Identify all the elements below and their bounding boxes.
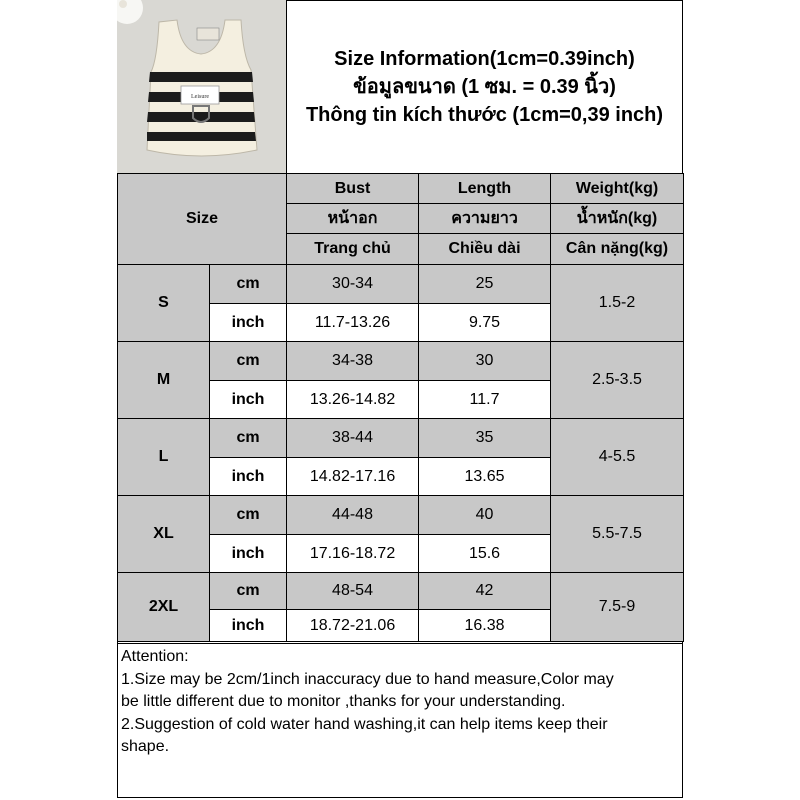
unit-inch: inch: [210, 535, 287, 573]
length-header-vi: Chiều dài: [419, 234, 551, 265]
notes-item2-line1: 2.Suggestion of cold water hand washing,it can help items keep their: [121, 715, 608, 733]
tag-text: Leisure: [191, 94, 209, 100]
bust-header-th: หน้าอก: [287, 204, 419, 234]
length-inch: 15.6: [419, 535, 551, 573]
length-cm: 30: [419, 342, 551, 381]
bust-inch: 18.72-21.06: [287, 610, 419, 642]
bust-inch: 11.7-13.26: [287, 304, 419, 342]
size-xl: XL: [118, 496, 210, 573]
bust-inch: 13.26-14.82: [287, 381, 419, 419]
unit-cm: cm: [210, 496, 287, 535]
weight-header-vi: Cân nặng(kg): [551, 234, 684, 265]
unit-inch: inch: [210, 381, 287, 419]
length-inch: 11.7: [419, 381, 551, 419]
size-l: L: [118, 419, 210, 496]
size-table: [117, 173, 684, 642]
unit-inch: inch: [210, 458, 287, 496]
size-s: S: [118, 265, 210, 342]
table-row: [118, 496, 684, 535]
notes-item1-line1: 1.Size may be 2cm/1inch inaccuracy due to hand measure,Color may: [121, 670, 614, 688]
length-inch: 13.65: [419, 458, 551, 496]
notes-title: Attention:: [121, 648, 189, 665]
length-cm: 35: [419, 419, 551, 458]
bust-inch: 17.16-18.72: [287, 535, 419, 573]
header-vietnamese: Thông tin kích thước (1cm=0,39 inch): [305, 103, 664, 126]
weight-header-en: Weight(kg): [551, 174, 684, 204]
weight-header-th: น้ำหนัก(kg): [551, 204, 684, 234]
unit-cm: cm: [210, 419, 287, 458]
length-cm: 40: [419, 496, 551, 535]
notes-item2-line2: shape.: [121, 738, 170, 755]
weight: 7.5-9: [551, 573, 684, 642]
table-row: [118, 342, 684, 381]
bust-cm: 48-54: [287, 573, 419, 610]
table-row: [118, 573, 684, 610]
attention-notes: [117, 643, 683, 798]
striped-pet-vest-image: [117, 0, 286, 173]
size-m: M: [118, 342, 210, 419]
unit-inch: inch: [210, 610, 287, 642]
size-header: Size: [118, 174, 287, 265]
bust-cm: 38-44: [287, 419, 419, 458]
bust-header-en: Bust: [287, 174, 419, 204]
table-row: [118, 419, 684, 458]
bust-cm: 34-38: [287, 342, 419, 381]
length-inch: 16.38: [419, 610, 551, 642]
bust-header-vi: Trang chủ: [287, 234, 419, 265]
header-thai: ข้อมูลขนาด (1 ซม. = 0.39 นิ้ว): [353, 75, 616, 98]
unit-inch: inch: [210, 304, 287, 342]
length-cm: 42: [419, 573, 551, 610]
bust-cm: 30-34: [287, 265, 419, 304]
notes-item1-line2: be little different due to monitor ,thanks for your understanding.: [121, 693, 566, 710]
length-cm: 25: [419, 265, 551, 304]
weight: 4-5.5: [551, 419, 684, 496]
bust-inch: 14.82-17.16: [287, 458, 419, 496]
size-info-header: [286, 0, 683, 173]
weight: 1.5-2: [551, 265, 684, 342]
bust-cm: 44-48: [287, 496, 419, 535]
length-header-en: Length: [419, 174, 551, 204]
weight: 5.5-7.5: [551, 496, 684, 573]
unit-cm: cm: [210, 265, 287, 304]
length-header-th: ความยาว: [419, 204, 551, 234]
weight: 2.5-3.5: [551, 342, 684, 419]
length-inch: 9.75: [419, 304, 551, 342]
unit-cm: cm: [210, 342, 287, 381]
header-english: Size Information(1cm=0.39inch): [334, 47, 635, 70]
size-2xl: 2XL: [118, 573, 210, 642]
unit-cm: cm: [210, 573, 287, 610]
table-row: [118, 265, 684, 304]
product-photo: [117, 0, 287, 173]
